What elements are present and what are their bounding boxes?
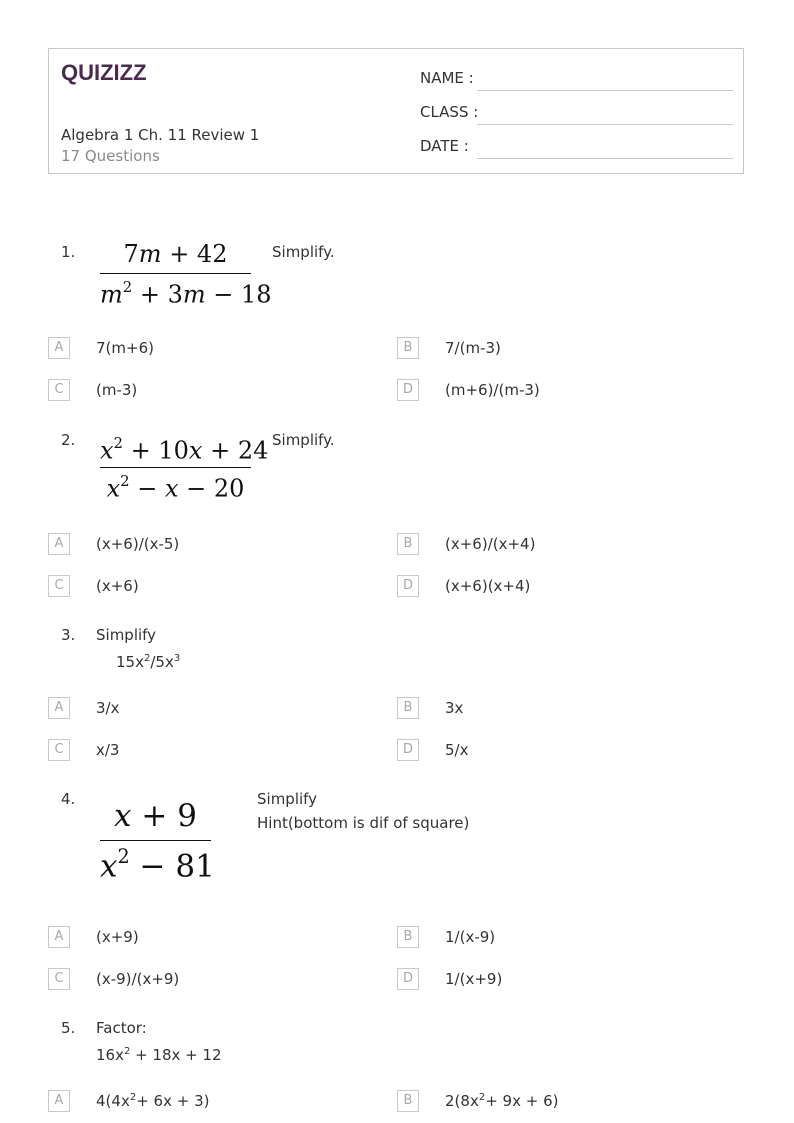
- option-letter: A: [48, 1090, 70, 1112]
- option-text: 1/(x+9): [445, 970, 503, 988]
- question-3-number: 3.: [61, 626, 76, 644]
- question-2-fraction: [100, 432, 269, 504]
- question-5-prompt: Factor:: [96, 1019, 147, 1037]
- option-letter: B: [397, 337, 419, 359]
- class-line: [477, 124, 733, 125]
- name-line: [477, 90, 733, 91]
- option-letter: B: [397, 926, 419, 948]
- quizizz-logo: [61, 59, 153, 85]
- option-text: (m-3): [96, 381, 138, 399]
- fraction-numerator: 7m + 42: [123, 240, 228, 268]
- option-letter: A: [48, 337, 70, 359]
- question-5-number: 5.: [61, 1019, 76, 1037]
- question-4-number: 4.: [61, 790, 76, 808]
- question-1-fraction: [100, 238, 272, 310]
- option-text: x/3: [96, 741, 120, 759]
- question-1-prompt: Simplify.: [272, 243, 335, 261]
- fraction-bar: [100, 273, 251, 274]
- name-label: NAME :: [420, 69, 474, 87]
- option-text: (x+6)/(x-5): [96, 535, 180, 553]
- option-letter: C: [48, 575, 70, 597]
- option-letter: B: [397, 533, 419, 555]
- date-label: DATE :: [420, 137, 469, 155]
- class-label: CLASS :: [420, 103, 479, 121]
- fraction-denominator: $x^2 - x - 20$: [106, 472, 245, 503]
- question-2-prompt: Simplify.: [272, 431, 335, 449]
- option-letter: A: [48, 533, 70, 555]
- fraction-denominator: $x^2 - 81$: [100, 845, 215, 885]
- question-4-prompt: Simplify: [257, 790, 318, 808]
- option-letter: C: [48, 739, 70, 761]
- date-field[interactable]: [420, 137, 735, 161]
- option-text: (x+6): [96, 577, 139, 595]
- option-letter: C: [48, 379, 70, 401]
- option-text: (x+6)/(x+4): [445, 535, 536, 553]
- fraction-bar: [100, 840, 211, 841]
- option-text: 7(m+6): [96, 339, 154, 357]
- date-line: [477, 158, 733, 159]
- fraction-numerator: x + 9: [114, 798, 197, 834]
- class-field[interactable]: [420, 103, 735, 127]
- option-text: $4(4x^2+ 6x + 3)$: [96, 1092, 210, 1110]
- option-text: $2(8x^2+ 9x + 6)$: [445, 1092, 559, 1110]
- svg-text:QUIZIZZ: QUIZIZZ: [61, 60, 147, 85]
- fraction-bar: [100, 467, 251, 468]
- option-letter: D: [397, 739, 419, 761]
- option-letter: C: [48, 968, 70, 990]
- option-letter: D: [397, 575, 419, 597]
- option-text: (x+9): [96, 928, 139, 946]
- option-letter: D: [397, 379, 419, 401]
- option-text: 1/(x-9): [445, 928, 496, 946]
- option-text: 3/x: [96, 699, 120, 717]
- option-text: 7/(m-3): [445, 339, 501, 357]
- worksheet-header: [48, 48, 744, 174]
- question-count: 17 Questions: [61, 147, 160, 165]
- question-3-prompt: Simplify: [96, 626, 157, 644]
- question-1-number: 1.: [61, 243, 76, 261]
- option-text: (x-9)/(x+9): [96, 970, 180, 988]
- option-text: (x+6)(x+4): [445, 577, 531, 595]
- fraction-denominator: $m^2 + 3m - 18$: [100, 278, 272, 309]
- question-2-number: 2.: [61, 431, 76, 449]
- name-field[interactable]: [420, 69, 735, 93]
- fraction-numerator: $x^2 + 10x + 24$: [100, 434, 269, 465]
- question-4-hint: Hint(bottom is dif of square): [257, 814, 470, 832]
- question-3-expression: $15x^2/5x^3$: [116, 653, 181, 671]
- question-5-expression: $16x^2 + 18x + 12$: [96, 1046, 222, 1064]
- question-4-fraction: [100, 796, 215, 888]
- option-text: 5/x: [445, 741, 469, 759]
- option-letter: B: [397, 697, 419, 719]
- option-letter: B: [397, 1090, 419, 1112]
- option-letter: A: [48, 697, 70, 719]
- option-text: 3x: [445, 699, 464, 717]
- option-letter: D: [397, 968, 419, 990]
- option-letter: A: [48, 926, 70, 948]
- worksheet-title: Algebra 1 Ch. 11 Review 1: [61, 126, 260, 144]
- option-text: (m+6)/(m-3): [445, 381, 540, 399]
